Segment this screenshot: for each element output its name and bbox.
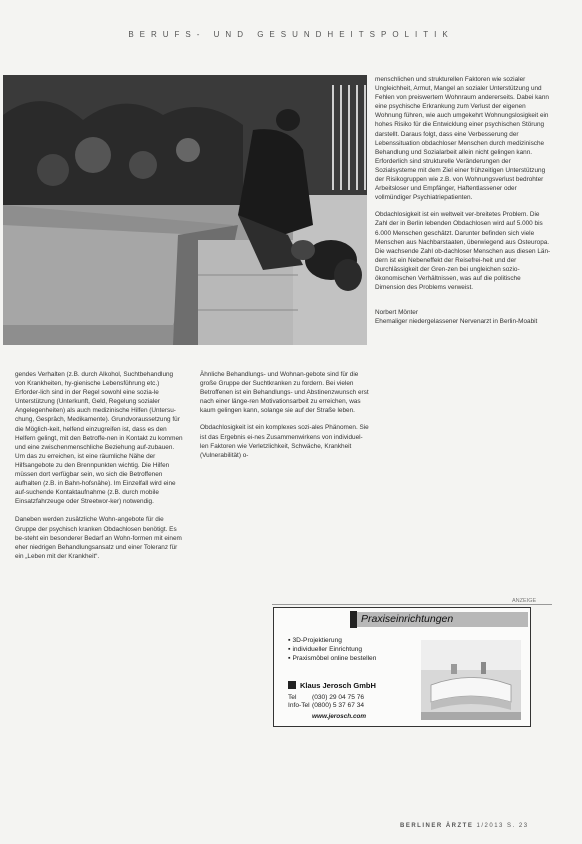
ad-feature-item: ▪ individueller Einrichtung <box>288 645 376 654</box>
article-column-3 <box>375 75 551 326</box>
ad-contact <box>288 694 364 710</box>
journal-name: BERLINER ÄRZTE <box>400 823 474 829</box>
section-header: BERUFS- UND GESUNDHEITSPOLITIK <box>128 30 454 39</box>
ad-feature-item: ▪ 3D-Projektierung <box>288 636 376 645</box>
body-paragraph: Obdachlosigkeit ist ein weltweit ver-breitetes Problem. Die Zahl der in Berlin lebenden Obdachlosen wird auf 5.000 bis 6.000 Menschen geschätzt. Darunter befinden sich viele Menschen aus Nachbarstaaten, überwiegend aus Osteuropa. Die wachsende Zahl ob-dachloser Menschen aus diesen Län-dern ist ein Nebeneffekt der Reisefrei-heit und der Durchlässigkeit der Gren-zen bei ungleichen sozio-ökonomischen Verhältnissen, was auf die politische Dimension des Problems verweist. <box>375 211 551 292</box>
body-paragraph: Daneben werden zusätzliche Wohn-angebote für die Gruppe der psychisch kranken Obdachlosen benötigt. Es be-steht ein besonderer Bedarf an Wohn-formen mit einem eher niedrigen Behandlungsansatz und einer Toleranz für ein „Leben mit der Krankheit“. <box>15 516 182 560</box>
body-paragraph: Ähnliche Behandlungs- und Wohnan-gebote sind für die große Gruppe der Suchtkranken zu fordern. Bei vielen Betroffenen ist ein Behandlungs- und Abstinenzwunsch erst nach einer länge-ren Motivationsarbeit zu erreichen, was kaum gelingen kann, solange sie auf der Straße leben. <box>200 371 369 415</box>
ad-title: Praxiseinrichtungen <box>361 613 454 625</box>
author-affiliation: Ehemaliger niedergelassener Nervenarzt in Berlin-Moabit <box>375 318 538 326</box>
tel-label: Tel <box>288 694 297 701</box>
body-paragraph: gendes Verhalten (z.B. durch Alkohol, Suchtbehandlung von Krankheiten, hy-gienische Lebensführung etc.) Erforder-lich sind in der Regel sowohl eine sozia-le Unterstützung (Unterkunft, Geld, Regelung sozialer Angelegenheiten) als auch medizinische Hilfen (Untersu-chung, Gespräch, Medikamente). Grundvoraussetzung für die Möglich-keit, helfend einzugreifen ist, dass es den Helfern gelingt, mit den Betroffe-nen in Kontakt zu kommen und eine zwischenmenschliche Beziehung auf-zubauen. Um das zu erreichen, ist eine räumliche Nähe der Hilfsangebote zu den Brennpunkten wichtig. Die Hilfen müssen dort verfügbar sein, wo sich die Betroffenen aufhalten (z.B. in Bahn-hofsnähe). Im Einzelfall wird eine auf-suchende Kontaktaufnahme (z.B. durch mobile Einsatzfahrzeuge oder Streetwor-ker) notwendig. <box>15 371 183 506</box>
ad-header <box>274 608 530 630</box>
ad-divider <box>272 604 552 605</box>
page-footer <box>400 823 529 829</box>
issue-info: 1/2013 S. 23 <box>476 823 529 829</box>
article-column-1 <box>15 370 185 561</box>
tel-number: (030) 29 04 75 76 <box>312 694 365 701</box>
ad-marker-icon <box>350 611 357 628</box>
company-logo-icon <box>288 681 296 689</box>
author-name: Norbert Mönter <box>375 309 418 317</box>
info-tel-number: (0800) 5 37 67 34 <box>312 702 365 709</box>
article-photo <box>3 75 367 345</box>
author-block <box>375 308 551 326</box>
reception-desk-image <box>421 640 521 720</box>
article-column-2 <box>200 370 370 460</box>
ad-label: ANZEIGE <box>512 598 537 604</box>
ad-feature-item: ▪ Praxismöbel online bestellen <box>288 654 376 663</box>
ad-feature-list <box>288 636 376 663</box>
body-paragraph: menschlichen und strukturellen Faktoren wie sozialer Ungleichheit, Armut, Mangel an sozialer Unterstützung und Fehlen von preiswertem Wohnraum andererseits. Dabei kann eine psychische Erkrankung zum Verlust der eigenen Wohnung führen, wie auch umgekehrt Wohnungslosigkeit ein hohes Risiko für die Entwicklung einer psychischen Störung darstellt. Daraus folgt, dass eine Verbesserung der Lebenssituation obdachloser Menschen durch medizinische Behandlung und Sozialarbeit allein nicht gelingen kann. Erforderlich sind strukturelle Veränderungen der Sozialsysteme mit dem Ziel einer frühzeitigen Unterstützung der Risikogruppen wie z.B. von Wohnungsverlust bedrohter Arbeitsloser und Empfänger, Haftentlassener oder vollmündiger Psychiatriepatienten. <box>375 76 549 202</box>
advertisement-box <box>273 607 531 727</box>
body-paragraph: Obdachlosigkeit ist ein komplexes sozi-ales Phänomen. Sie ist das Ergebnis ei-nes Zusammenwirkens von individuel-len Faktoren wie Verletzlichkeit, Schwäche, Krankheit (Vulnerabilität) o- <box>200 424 369 459</box>
ad-company <box>288 681 376 690</box>
info-tel-label: Info-Tel <box>288 702 310 709</box>
ad-company-name: Klaus Jerosch GmbH <box>300 681 376 690</box>
ad-website-link[interactable]: www.jerosch.com <box>312 713 367 720</box>
